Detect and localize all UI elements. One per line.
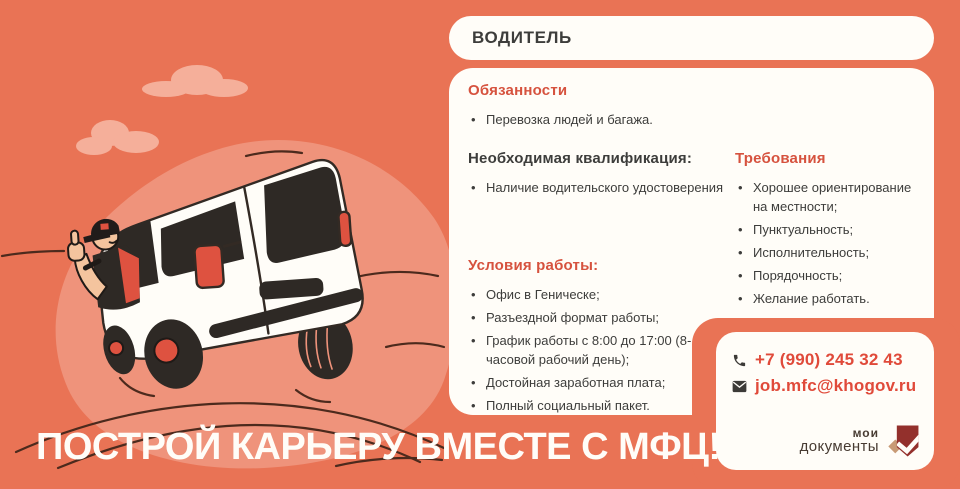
list-item: • Порядочность; <box>735 266 925 285</box>
phone-icon <box>732 353 747 368</box>
list-item: • Желание работать. <box>735 289 925 308</box>
list-item: • График работы с 8:00 до 17:00 (8-часовой рабочий день); <box>468 331 718 369</box>
mfc-logo <box>800 424 920 458</box>
requirements-list <box>735 178 925 308</box>
job-title-card <box>449 16 934 60</box>
driver-cap-badge <box>100 223 108 230</box>
tail-light <box>338 211 351 246</box>
list-item: • Пунктуальность; <box>735 220 925 239</box>
section-requirements <box>735 150 925 312</box>
list-item: • Хорошее ориентирование на местности; <box>735 178 925 216</box>
list-item: • Наличие водительского удостоверения <box>468 178 748 197</box>
section-conditions <box>468 257 718 419</box>
duties-list <box>468 110 748 129</box>
section-qualification-title: Необходимая квалификация: <box>468 150 693 167</box>
conditions-list <box>468 285 718 415</box>
section-duties-title: Обязанности <box>468 82 568 99</box>
section-conditions-title: Условия работы: <box>468 257 599 274</box>
mfc-logo-text <box>800 427 879 455</box>
section-requirements-title: Требования <box>735 150 826 167</box>
mail-icon <box>732 380 747 393</box>
logo-line1: мои <box>852 426 879 441</box>
contact-phone: +7 (990) 245 32 43 <box>755 350 903 369</box>
logo-line2: документы <box>799 438 879 456</box>
phone-row <box>732 350 920 370</box>
contact-email: job.mfc@khogov.ru <box>755 376 917 395</box>
mfc-shield-icon <box>886 424 920 458</box>
cloud <box>76 65 248 155</box>
list-item: • Исполнительность; <box>735 243 925 262</box>
list-item: • Достойная заработная плата; <box>468 373 718 392</box>
poster-headline: ПОСТРОЙ КАРЬЕРУ ВМЕСТЕ С МФЦ! <box>36 426 721 468</box>
job-title: ВОДИТЕЛЬ <box>472 28 572 47</box>
list-item: • Офис в Геническе; <box>468 285 718 304</box>
qualification-list <box>468 178 748 197</box>
driver-thumb <box>71 230 79 244</box>
email-row <box>732 376 920 396</box>
list-item: • Перевозка людей и багажа. <box>468 110 748 129</box>
section-qualification <box>468 150 748 201</box>
side-red-panel <box>194 244 224 288</box>
list-item: • Разъездной формат работы; <box>468 308 718 327</box>
list-item: • Полный социальный пакет. <box>468 396 718 415</box>
contact-card <box>716 332 934 470</box>
section-duties <box>468 82 748 133</box>
